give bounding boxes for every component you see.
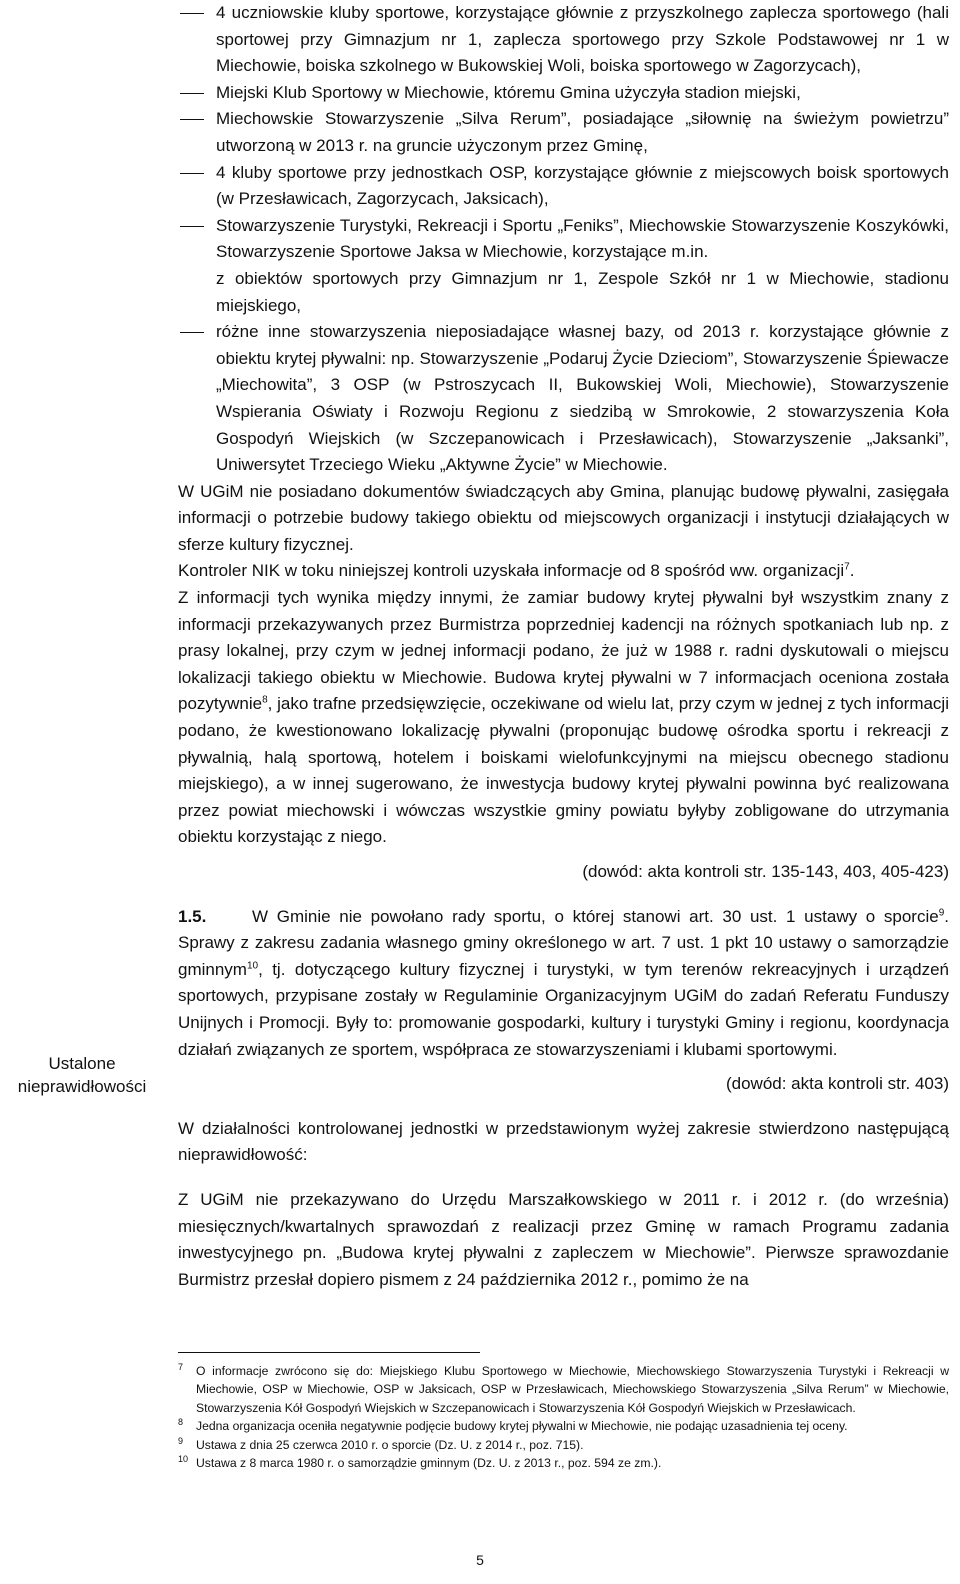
dash-bullet — [180, 119, 204, 120]
footnote-ref: 10 — [246, 960, 259, 972]
organizations-list-cont — [178, 319, 949, 479]
paragraph-documents: W UGiM nie posiadano dokumentów świadczących aby Gmina, planując budowę pływalni, zasięgała informacji o potrzebie budowy takiego obiektu od miejscowych organizacji i instytucji działających w sferze kultury fizycznej. — [178, 481, 949, 554]
findings-text: Z UGiM nie przekazywano do Urzędu Marszałkowskiego w 2011 r. i 2012 r. (do września) miesięcznych/kwartalnych sprawozdań z realizacji przez Gminę w ramach Programu zadania inwestycyjnego pn. „Budowa krytej pływalni z zapleczem w Miechowie”. Pierwsze sprawozdanie Burmistrz przesłał dopiero pismem z 24 października 2012 r., pomimo że na — [178, 1189, 949, 1289]
footnote: 10 Ustawa z 8 marca 1980 r. o samorządzie gminnym (Dz. U. z 2013 r., poz. 594 ze zm.). — [178, 1454, 662, 1471]
footnotes — [178, 1362, 949, 1472]
list-item: Miechowskie Stowarzyszenie „Silva Rerum”, posiadające „siłownię na świeżym powietrzu” utworzoną w 2013 r. na gruncie użyczonym przez Gminę, — [178, 106, 949, 159]
list-item-continuation: z obiektów sportowych przy Gimnazjum nr 1, Zespole Szkół nr 1 w Miechowie, stadionu miejskiego, — [216, 268, 949, 315]
footnote-ref: 8 — [262, 694, 268, 706]
dash-bullet — [180, 226, 204, 227]
footnote-divider — [178, 1352, 480, 1353]
list-item: różne inne stowarzyszenia nieposiadające własnej bazy, od 2013 r. korzystające głównie z obiektu krytej pływalni: np. Stowarzyszenie „Podaruj Życie Dzieciom”, Stowarzyszenie Śpiewacze „Miechowita”, 3 OSP (w Pstroszycach II, Bukowskiej Woli, Miechowie), Stowarzyszenie Wspierania Oświaty i Rozwoju Regionu z siedzibą w Smrokowie, 2 stowarzyszenia Koła Gospodyń Wiejskich (w Szczepanowicach i Przesławicach), Stowarzyszenie „Jaksanki”, Uniwersytet Trzeciego Wieku „Aktywne Życie” w Miechowie. — [178, 319, 949, 479]
list-item: Stowarzyszenie Turystyki, Rekreacji i Sportu „Feniks”, Miechowskie Stowarzyszenie Koszykówki, Stowarzyszenie Sportowe Jaksa w Miechowie, korzystające m.in. — [178, 213, 949, 266]
evidence-reference: (dowód: akta kontroli str. 135-143, 403, 405-423) — [582, 862, 949, 881]
footnote-ref: 7 — [844, 561, 850, 573]
footnote: 7 O informacje zwrócono się do: Miejskiego Klubu Sportowego w Miechowie, Miechowskiego Stowarzyszenia Turystyki i Rekreacji w Miechowie, OSP w Miechowie, OSP w Jaksicach, OSP w Przesławicach, Miechowskiego Stowarzyszenia „Silva Rerum” w Miechowie, Stowarzyszenia Kół Gospodyń Wiejskich w Szczepanowicach i Stowarzyszenia Kół Gospodyń Wiejskich w Przesławicach. — [178, 1362, 949, 1415]
findings-intro: W działalności kontrolowanej jednostki w przedstawionym wyżej zakresie stwierdzono następującą nieprawidłowość: — [178, 1118, 949, 1165]
list-item: 4 kluby sportowe przy jednostkach OSP, korzystające głównie z miejscowych boisk sportowych (w Przesławicach, Zagorzycach, Jaksicach), — [178, 160, 949, 213]
organizations-list — [178, 0, 949, 266]
paragraph-information: Z informacji tych wynika między innymi, że zamiar budowy krytej pływalni był wszystkim znany z informacji przekazywanych przez Burmistrza poprzedniej kadencji na różnych spotkaniach lub np. z prasy lokalnej, przy czym w jednej informacji podano, że już w 1988 r. radni dyskutowali o miejscu lokalizacji takiego obiektu w Miechowie. Budowa krytej pływalni w 7 informacjach oceniona została pozytywnie$^8$, jako trafne przedsięwzięcie, oczekiwane od wielu lat, przy czym w jednej z tych informacji podano, że kwestionowano lokalizację pływalni (proponując budowę ośrodka sportu i rekreacji z pływalnią, halą sportową, hotelem i boiskami wielofunkcyjnymi na miejscu obecnego stadionu miejskiego), a w innej sugerowano, że inwestycja budowy krytej pływalni powinna być realizowana przez powiat miechowski i wówczas wszystkie gminy powiatu byłyby zobligowane do utrzymania obiektu korzystając z niego. — [178, 588, 949, 847]
paragraph-nik-info: Kontroler NIK w toku niniejszej kontroli uzyskała informacje od 8 spośród ww. organizacji$^7$. — [178, 561, 855, 581]
dash-bullet — [180, 93, 204, 94]
margin-label-line2: nieprawidłowości — [17, 1077, 147, 1096]
margin-label-findings — [0, 1052, 164, 1098]
footnote-ref: 9 — [938, 906, 945, 918]
footnote: 9 Ustawa z dnia 25 czerwca 2010 r. o sporcie (Dz. U. z 2014 r., poz. 715). — [178, 1435, 584, 1452]
evidence-reference: (dowód: akta kontroli str. 403) — [725, 1074, 949, 1094]
dash-bullet — [180, 173, 204, 174]
section-number: 1.5. — [178, 906, 207, 926]
page-number: 5 — [476, 1552, 484, 1568]
list-item: Miejski Klub Sportowy w Miechowie, któremu Gmina użyczyła stadion miejski, — [178, 80, 949, 107]
list-item: 4 uczniowskie kluby sportowe, korzystające głównie z przyszkolnego zaplecza sportowego (hali sportowej przy Gimnazjum nr 1, zaplecza sportowego przy Szkole Podstawowej nr 1 w Miechowie, boiska szkolnego w Bukowskiej Woli, boiska sportowego w Zagorzycach), — [178, 0, 949, 80]
margin-label-line1: Ustalone — [48, 1054, 116, 1073]
main-text-column — [178, 0, 949, 1293]
dash-bullet — [180, 13, 204, 14]
dash-bullet — [180, 332, 204, 333]
footnote: 8 Jedna organizacja oceniła negatywnie podjęcie budowy krytej pływalni w Miechowie, nie podając uzasadnienia tej oceny. — [178, 1417, 848, 1434]
section-1-5: 1.5. W Gminie nie powołano rady sportu, o której stanowi art. 30 ust. 1 ustawy o sporcie$^9$. Sprawy z zakresu zadania własnego gminy określonego w art. 7 ust. 1 pkt 10 ustawy o samorządzie gminnym$^{10}$, tj. dotyczącego kultury fizycznej i turystyki, w tym terenów rekreacyjnych i urządzeń sportowych, przypisane zostały w Regulaminie Organizacyjnym UGiM do zadań Referatu Funduszy Unijnych i Promocji. Były to: promowanie gospodarki, kultury i turystyki Gminy i regionu, koordynacja działań związanych ze sportem, współpraca ze stowarzyszeniami i klubami sportowymi. — [178, 904, 949, 1064]
